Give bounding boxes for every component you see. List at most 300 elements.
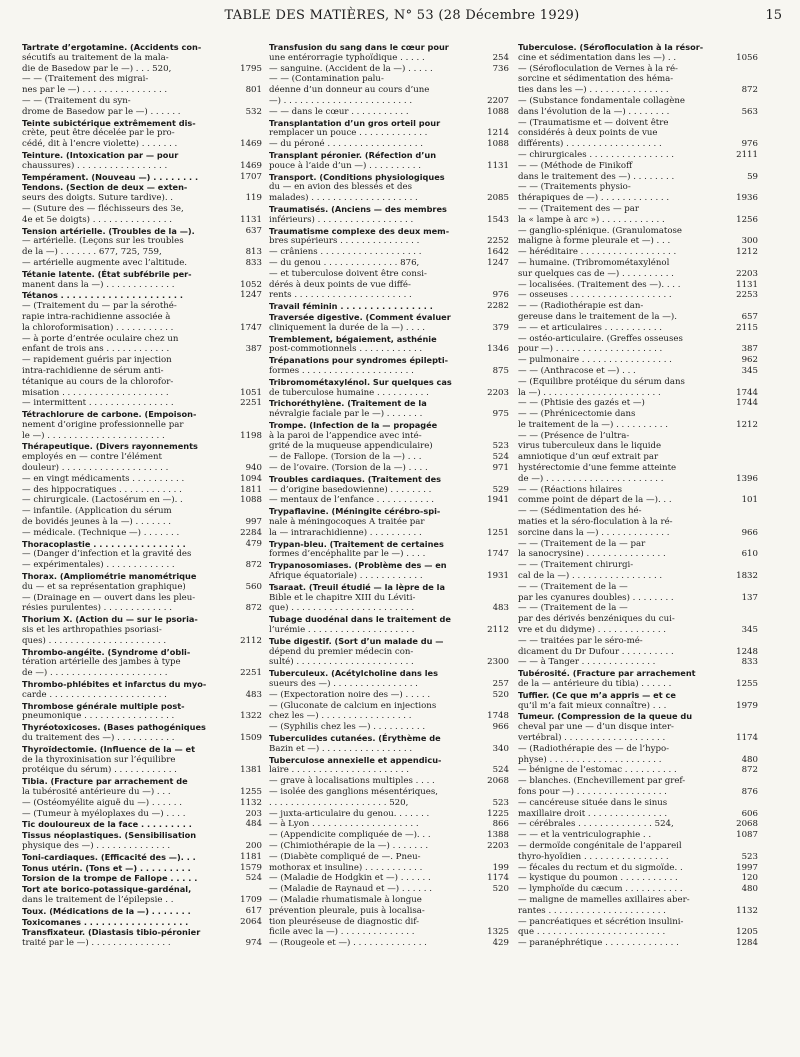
index-entry: [22, 809, 262, 820]
index-entry: [22, 377, 262, 388]
entry-page: [483, 701, 509, 712]
entry-text: — en vingt médicaments . . . . . . . . . .: [22, 473, 185, 484]
index-entry: [518, 85, 758, 96]
index-entry: [269, 334, 509, 345]
index-entry: [518, 517, 758, 528]
index-entry: [22, 366, 262, 377]
entry-page: 1748: [487, 711, 509, 722]
entry-page: 2253: [736, 290, 758, 301]
index-entry: [518, 711, 758, 722]
entry-text: — (Appendicite compliquée de —). . .: [269, 830, 431, 841]
index-entry: [22, 679, 262, 690]
index-entry: [269, 431, 509, 442]
entry-page: 1132: [240, 797, 262, 808]
entry-text: drome de Basedow par le —) . . . . . .: [22, 106, 181, 117]
entry-text: — (Traumatisme et — doivent être: [518, 117, 669, 128]
entry-text: — chirurgicale. (Lactosérum en —). .: [22, 495, 183, 506]
entry-page: [732, 226, 758, 237]
entry-page: 2068: [487, 776, 509, 787]
entry-page: [236, 236, 262, 247]
entry-text: douleur) . . . . . . . . . . . . . . . . . . . .: [22, 463, 169, 474]
entry-text: la —) . . . . . . . . . . . . . . . . . . . . . .: [518, 387, 661, 398]
index-entry: [518, 787, 758, 798]
entry-text: nes par le —) . . . . . . . . . . . . . . . .: [22, 85, 168, 96]
index-entry: [269, 895, 509, 906]
entry-page: 387: [245, 344, 262, 355]
page-number: 15: [765, 8, 782, 23]
entry-text: — (Drainage en — ouvert dans les pleu-: [22, 592, 196, 603]
entry-page: 872: [245, 603, 262, 614]
entry-page: [483, 431, 509, 442]
entry-text: à la paroi de l’appendice avec inté-: [269, 430, 422, 441]
entry-text: — — (Contamination palu-: [269, 74, 384, 85]
entry-text: — localisées. (Traitement des —). . . .: [518, 279, 681, 290]
entry-page: 833: [741, 657, 758, 668]
index-column-2: [269, 42, 509, 949]
entry-text: maxillaire droit . . . . . . . . . . . . . . .: [518, 808, 668, 819]
index-entry: [269, 809, 509, 820]
index-entry: [518, 53, 758, 64]
entry-page: [483, 312, 509, 323]
index-column-1: [22, 42, 262, 949]
entry-text: rapie intra-rachidienne associée à: [22, 311, 171, 322]
index-entry: [518, 819, 758, 830]
index-entry: [22, 884, 262, 895]
index-entry: [269, 798, 509, 809]
index-entry: [269, 215, 509, 226]
entry-page: [483, 787, 509, 798]
entry-text: Trypan-bleu. (Traitement de certaines: [269, 538, 444, 549]
entry-page: [732, 204, 758, 215]
entry-text: — — (Anthracose et —) . . .: [518, 365, 636, 376]
entry-page: 199: [492, 862, 509, 873]
index-entry: [22, 690, 262, 701]
entry-page: 480: [741, 754, 758, 765]
entry-page: [732, 668, 758, 679]
entry-text: — médicale. (Technique —) . . . . . . .: [22, 527, 180, 538]
index-entry: [22, 236, 262, 247]
index-entry: [518, 776, 758, 787]
entry-page: [483, 377, 509, 388]
entry-page: [483, 733, 509, 744]
index-entry: [269, 485, 509, 496]
index-entry: [269, 53, 509, 64]
entry-text: Traumatisés. (Anciens — des membres: [269, 203, 447, 214]
index-entry: [269, 657, 509, 668]
entry-text: nale à méningocoques A traitée par: [269, 517, 425, 528]
entry-page: 1212: [736, 247, 758, 258]
entry-text: — des hippocratiques . . . . . . . . . . . .: [22, 484, 182, 495]
index-entry: [518, 398, 758, 409]
entry-text: malades) . . . . . . . . . . . . . . . . . . . .: [269, 193, 418, 204]
entry-page: 1322: [240, 711, 262, 722]
entry-text: rantes . . . . . . . . . . . . . . . . . . . . . .: [518, 905, 666, 916]
entry-page: [483, 917, 509, 928]
entry-page: 875: [492, 365, 509, 376]
entry-text: que . . . . . . . . . . . . . . . . . . . . . . . .: [518, 927, 666, 938]
entry-page: [732, 258, 758, 269]
index-entry: [518, 938, 758, 949]
entry-text: — (Ostéomyélite aiguë du —) . . . . . .: [22, 797, 182, 808]
entry-page: 1251: [487, 527, 509, 538]
entry-page: [732, 128, 758, 139]
entry-text: amniotique d’un œuf extrait par: [518, 452, 659, 463]
index-entry: [269, 409, 509, 420]
entry-text: manent dans la —) . . . . . . . . . . . . .: [22, 279, 175, 290]
entry-page: 483: [245, 689, 262, 700]
entry-text: — à porte d’entrée oculaire chez un: [22, 333, 179, 344]
index-entry: [518, 917, 758, 928]
entry-page: 2085: [487, 193, 509, 204]
entry-text: — (Substance fondamentale collagène: [518, 95, 685, 106]
entry-text: — artérielle. (Leçons sur les troubles: [22, 236, 184, 247]
entry-text: sécutifs au traitement de la mala-: [22, 52, 169, 63]
entry-text: Tort ate borico-potassique-gardénal,: [22, 884, 192, 895]
index-entry: [518, 657, 758, 668]
entry-page: 1174: [487, 873, 509, 884]
index-entry: [22, 895, 262, 906]
entry-page: 1205: [736, 927, 758, 938]
index-entry: [518, 161, 758, 172]
entry-text: Travail féminin . . . . . . . . . . . . . . . .: [269, 301, 433, 312]
entry-text: Tuberculides cutanées. (Érythème de: [269, 733, 441, 743]
index-entry: [269, 506, 509, 517]
entry-text: Tempérament. (Nouveau —) . . . . . . . .: [22, 171, 199, 182]
entry-page: 137: [741, 592, 758, 603]
entry-text: du — en avion des blessés et des: [269, 182, 412, 193]
entry-page: 1747: [240, 322, 262, 333]
index-entry: [269, 247, 509, 258]
entry-text: — osseuses . . . . . . . . . . . . . . . . . . .: [518, 290, 672, 301]
entry-text: Bazin et —) . . . . . . . . . . . . . . . . .: [269, 743, 413, 754]
entry-text: — (Tumeur à myéloplaxes du —) . . . .: [22, 808, 186, 819]
index-entry: [269, 150, 509, 161]
entry-page: [483, 614, 509, 625]
entry-text: — — (Traitement des — par: [518, 203, 639, 214]
entry-text: — — (Traitement des migrai-: [22, 74, 149, 85]
index-entry: [518, 582, 758, 593]
entry-text: cliniquement la durée de la —) . . . .: [269, 322, 426, 333]
index-entry: [518, 42, 758, 53]
index-entry: [269, 593, 509, 604]
entry-page: 813: [245, 247, 262, 258]
entry-page: 532: [245, 106, 262, 117]
entry-text: chez les —) . . . . . . . . . . . . . . . . .: [269, 711, 412, 722]
entry-page: 1248: [736, 646, 758, 657]
entry-text: différents) . . . . . . . . . . . . . . . . . .: [518, 139, 662, 150]
entry-text: — à Lyon . . . . . . . . . . . . . . . . . . . .: [269, 819, 419, 830]
entry-page: [732, 539, 758, 550]
entry-text: inférieurs) . . . . . . . . . . . . . . . . . .: [269, 214, 414, 225]
entry-text: — (Rougeole et —) . . . . . . . . . . . . . .: [269, 938, 427, 949]
entry-text: Thyréotoxicoses. (Bases pathogéniques: [22, 722, 206, 733]
index-entry: [518, 118, 758, 129]
index-entry: [518, 193, 758, 204]
entry-page: 2111: [736, 149, 758, 160]
entry-text: — dermoïde congénitale de l’appareil: [518, 840, 682, 851]
entry-page: 340: [492, 743, 509, 754]
entry-page: 1388: [487, 830, 509, 841]
entry-page: [732, 42, 758, 53]
index-entry: [22, 258, 262, 269]
entry-page: 520: [492, 689, 509, 700]
index-entry: [22, 474, 262, 485]
entry-text: la « lampe à arc ») . . . . . . . . . . . .: [518, 214, 665, 225]
entry-text: dans le traitement des —) . . . . . . . .: [518, 171, 675, 182]
entry-text: Toni-cardiaques. (Efficacité des —). . .: [22, 851, 196, 862]
entry-page: [732, 441, 758, 452]
entry-page: [732, 463, 758, 474]
index-entry: [269, 701, 509, 712]
entry-page: [236, 409, 262, 420]
entry-text: dicament du Dr Dufour . . . . . . . . . .: [518, 646, 674, 657]
index-entry: [518, 679, 758, 690]
entry-page: [483, 506, 509, 517]
index-entry: [22, 118, 262, 129]
index-entry: [22, 420, 262, 431]
entry-page: 1707: [240, 171, 262, 182]
index-entry: [22, 819, 262, 830]
entry-text: — mentaux de l’enfance . . . . . . . . . . .: [269, 495, 435, 506]
entry-page: 479: [245, 538, 262, 549]
entry-text: cine et sédimentation dans les —) . .: [518, 52, 677, 63]
index-entry: [518, 474, 758, 485]
index-entry: [22, 485, 262, 496]
index-entry: [269, 852, 509, 863]
index-entry: [518, 74, 758, 85]
index-entry: [518, 830, 758, 841]
entry-page: [236, 420, 262, 431]
entry-page: 1198: [240, 430, 262, 441]
index-entry: [269, 787, 509, 798]
entry-page: [732, 711, 758, 722]
index-entry: [269, 733, 509, 744]
index-entry: [518, 528, 758, 539]
index-entry: [22, 506, 262, 517]
entry-page: 962: [741, 355, 758, 366]
entry-page: 345: [741, 365, 758, 376]
entry-text: — (Danger d’infection et la gravité des: [22, 549, 192, 560]
entry-page: [732, 582, 758, 593]
entry-text: — grave à localisations multiples . . . .: [269, 776, 435, 787]
entry-page: [732, 722, 758, 733]
entry-text: 4e et 5e doigts) . . . . . . . . . . . . . . .: [22, 214, 172, 225]
index-entry: [518, 107, 758, 118]
entry-text: . . . . . . . . . . . . . . . . . . . . . . 520,: [269, 797, 409, 808]
index-entry: [22, 571, 262, 582]
index-entry: [22, 517, 262, 528]
entry-page: [732, 485, 758, 496]
entry-page: [236, 657, 262, 668]
index-entry: [269, 938, 509, 949]
entry-text: — héréditaire . . . . . . . . . . . . . . . . . .: [518, 247, 677, 258]
index-entry: [22, 344, 262, 355]
index-entry: [22, 172, 262, 183]
entry-text: prévention pleurale, puis à localisa-: [269, 905, 425, 916]
entry-text: — — (Présence de l’ultra-: [518, 430, 630, 441]
entry-page: 2207: [487, 95, 509, 106]
entry-text: sorcine dans la —) . . . . . . . . . . . . .: [518, 527, 670, 538]
entry-page: [732, 744, 758, 755]
index-entry: [269, 128, 509, 139]
entry-text: l’urémie . . . . . . . . . . . . . . . . . . . .: [269, 625, 415, 636]
entry-text: une entérorragie typhoïdique . . . . .: [269, 52, 425, 63]
entry-text: hystérectomie d’une femme atteinte: [518, 463, 677, 474]
entry-page: 379: [492, 322, 509, 333]
entry-text: — rapidement guéris par injection: [22, 355, 172, 366]
entry-page: [483, 420, 509, 431]
index-entry: [518, 420, 758, 431]
entry-page: 59: [747, 171, 758, 182]
entry-page: 1936: [736, 193, 758, 204]
entry-page: 560: [245, 581, 262, 592]
entry-page: [483, 636, 509, 647]
entry-text: Thyroïdectomie. (Influence de la — et: [22, 743, 195, 754]
entry-text: — expérimentales) . . . . . . . . . . . . .: [22, 560, 175, 571]
entry-text: Thorax. (Ampliométrie manométrique: [22, 571, 197, 582]
entry-page: 1131: [487, 160, 509, 171]
entry-page: 1255: [240, 786, 262, 797]
entry-text: — (Traitement du — par la sérothé-: [22, 301, 177, 312]
entry-page: [236, 269, 262, 280]
entry-text: — du genou . . . . . . . . . . . . . . 876,: [269, 257, 420, 268]
entry-page: 966: [741, 527, 758, 538]
index-entry: [269, 474, 509, 485]
entry-page: [732, 431, 758, 442]
index-entry: [269, 679, 509, 690]
entry-text: — ganglio-splénique. (Granulomatose: [518, 225, 683, 236]
index-entry: [518, 431, 758, 442]
entry-text: Tendons. (Section de deux — exten-: [22, 182, 188, 193]
entry-text: carde . . . . . . . . . . . . . . . . . . . . . .: [22, 689, 167, 700]
entry-page: 1509: [240, 733, 262, 743]
page-header: [22, 8, 782, 30]
entry-text: — et tuberculose doivent être consi-: [269, 268, 427, 279]
entry-text: — (Syphilis chez les —) . . . . . . . . . .: [269, 722, 426, 733]
index-entry: [269, 290, 509, 301]
index-entry: [22, 841, 262, 852]
entry-page: [236, 927, 262, 938]
entry-page: [732, 560, 758, 571]
index-entry: [518, 873, 758, 884]
index-entry: [518, 334, 758, 345]
entry-page: 1979: [736, 700, 758, 711]
entry-page: 940: [245, 463, 262, 474]
index-entry: [518, 614, 758, 625]
index-entry: [269, 647, 509, 658]
entry-text: Tribromométaxylénol. Sur quelques cas: [269, 376, 452, 387]
entry-text: maligne à forme pleurale et —) . . .: [518, 236, 671, 247]
index-entry: [22, 614, 262, 625]
entry-text: Torsion de la trompe de Fallope . . . . .: [22, 873, 198, 884]
entry-text: Thorium X. (Action du — sur le psoria-: [22, 614, 198, 625]
entry-text: pneumonique . . . . . . . . . . . . . . . . .: [22, 711, 175, 722]
entry-page: [732, 182, 758, 193]
entry-page: 610: [741, 549, 758, 560]
entry-text: Tube digestif. (Sort d’un malade du —: [269, 635, 444, 646]
entry-text: que) . . . . . . . . . . . . . . . . . . . . . . .: [269, 603, 415, 614]
entry-text: — — à Tanger . . . . . . . . . . . . . .: [518, 657, 656, 668]
entry-text: le traitement de la —) . . . . . . . . . .: [518, 419, 668, 430]
entry-page: 975: [492, 409, 509, 420]
entry-page: 2284: [240, 527, 262, 538]
entry-page: [732, 895, 758, 906]
index-entry: [518, 64, 758, 75]
entry-text: comme point de départ de la —). . .: [518, 495, 672, 506]
entry-text: par des dérivés benzéniques du cui-: [518, 614, 675, 625]
index-entry: [22, 441, 262, 452]
entry-text: du — et sa représentation graphique): [22, 581, 186, 592]
entry-text: cheval par une — d’un disque inter-: [518, 722, 674, 733]
entry-page: [732, 690, 758, 701]
entry-page: 2064: [240, 916, 262, 927]
entry-page: 1131: [240, 214, 262, 225]
entry-page: 1811: [240, 484, 262, 495]
index-entry: [518, 733, 758, 744]
entry-text: Tsaraat. (Treuil étudié — la lèpre de la: [269, 581, 446, 592]
index-entry: [22, 549, 262, 560]
entry-page: [732, 409, 758, 420]
entry-page: [483, 355, 509, 366]
index-entry: [269, 776, 509, 787]
entry-page: 971: [492, 463, 509, 474]
index-entry: [518, 388, 758, 399]
entry-text: — juxta-articulaire du genou. . . . . . .: [269, 808, 430, 819]
entry-page: [732, 118, 758, 129]
entry-page: 563: [741, 106, 758, 117]
entry-page: 429: [492, 938, 509, 949]
entry-text: — (Gluconate de calcium en injections: [269, 700, 437, 711]
entry-text: la — intrarachidienne) . . . . . . . . . .: [269, 527, 422, 538]
entry-text: — kystique du poumon . . . . . . . . . . .: [518, 873, 678, 884]
index-entry: [269, 668, 509, 679]
index-entry: [269, 74, 509, 85]
index-entry: [518, 798, 758, 809]
entry-text: — chirurgicales . . . . . . . . . . . . . . . .: [518, 149, 675, 160]
entry-page: 523: [492, 797, 509, 808]
entry-text: — — traitées par le séro-mé-: [518, 635, 643, 646]
entry-page: [483, 280, 509, 291]
index-entry: [269, 280, 509, 291]
entry-text: — — (Traitements physio-: [518, 182, 631, 193]
index-entry: [269, 463, 509, 474]
entry-page: 966: [492, 722, 509, 733]
entry-page: 997: [245, 517, 262, 528]
entry-page: 1642: [487, 247, 509, 258]
entry-page: [483, 647, 509, 658]
entry-page: [236, 679, 262, 690]
index-entry: [22, 301, 262, 312]
entry-text: — pulmonaire . . . . . . . . . . . . . . . . .: [518, 355, 672, 366]
index-columns: [22, 42, 788, 1047]
entry-page: 523: [741, 851, 758, 862]
index-entry: [518, 172, 758, 183]
entry-text: — — et la ventriculographie . .: [518, 830, 652, 841]
index-entry: [269, 301, 509, 312]
entry-text: die de Basedow par le —) . . . 520,: [22, 63, 172, 74]
index-entry: [518, 755, 758, 766]
entry-page: [732, 377, 758, 388]
entry-page: 976: [492, 290, 509, 301]
entry-text: Tonus utérin. (Tons et —) . . . . . . . . .: [22, 862, 191, 873]
index-entry: [518, 647, 758, 658]
entry-page: 2115: [736, 322, 758, 333]
index-entry: [22, 711, 262, 722]
entry-page: 1325: [487, 927, 509, 938]
index-entry: [518, 96, 758, 107]
entry-text: Thrombo-phlébites et infarctus du myo-: [22, 679, 207, 690]
entry-page: 833: [245, 257, 262, 268]
